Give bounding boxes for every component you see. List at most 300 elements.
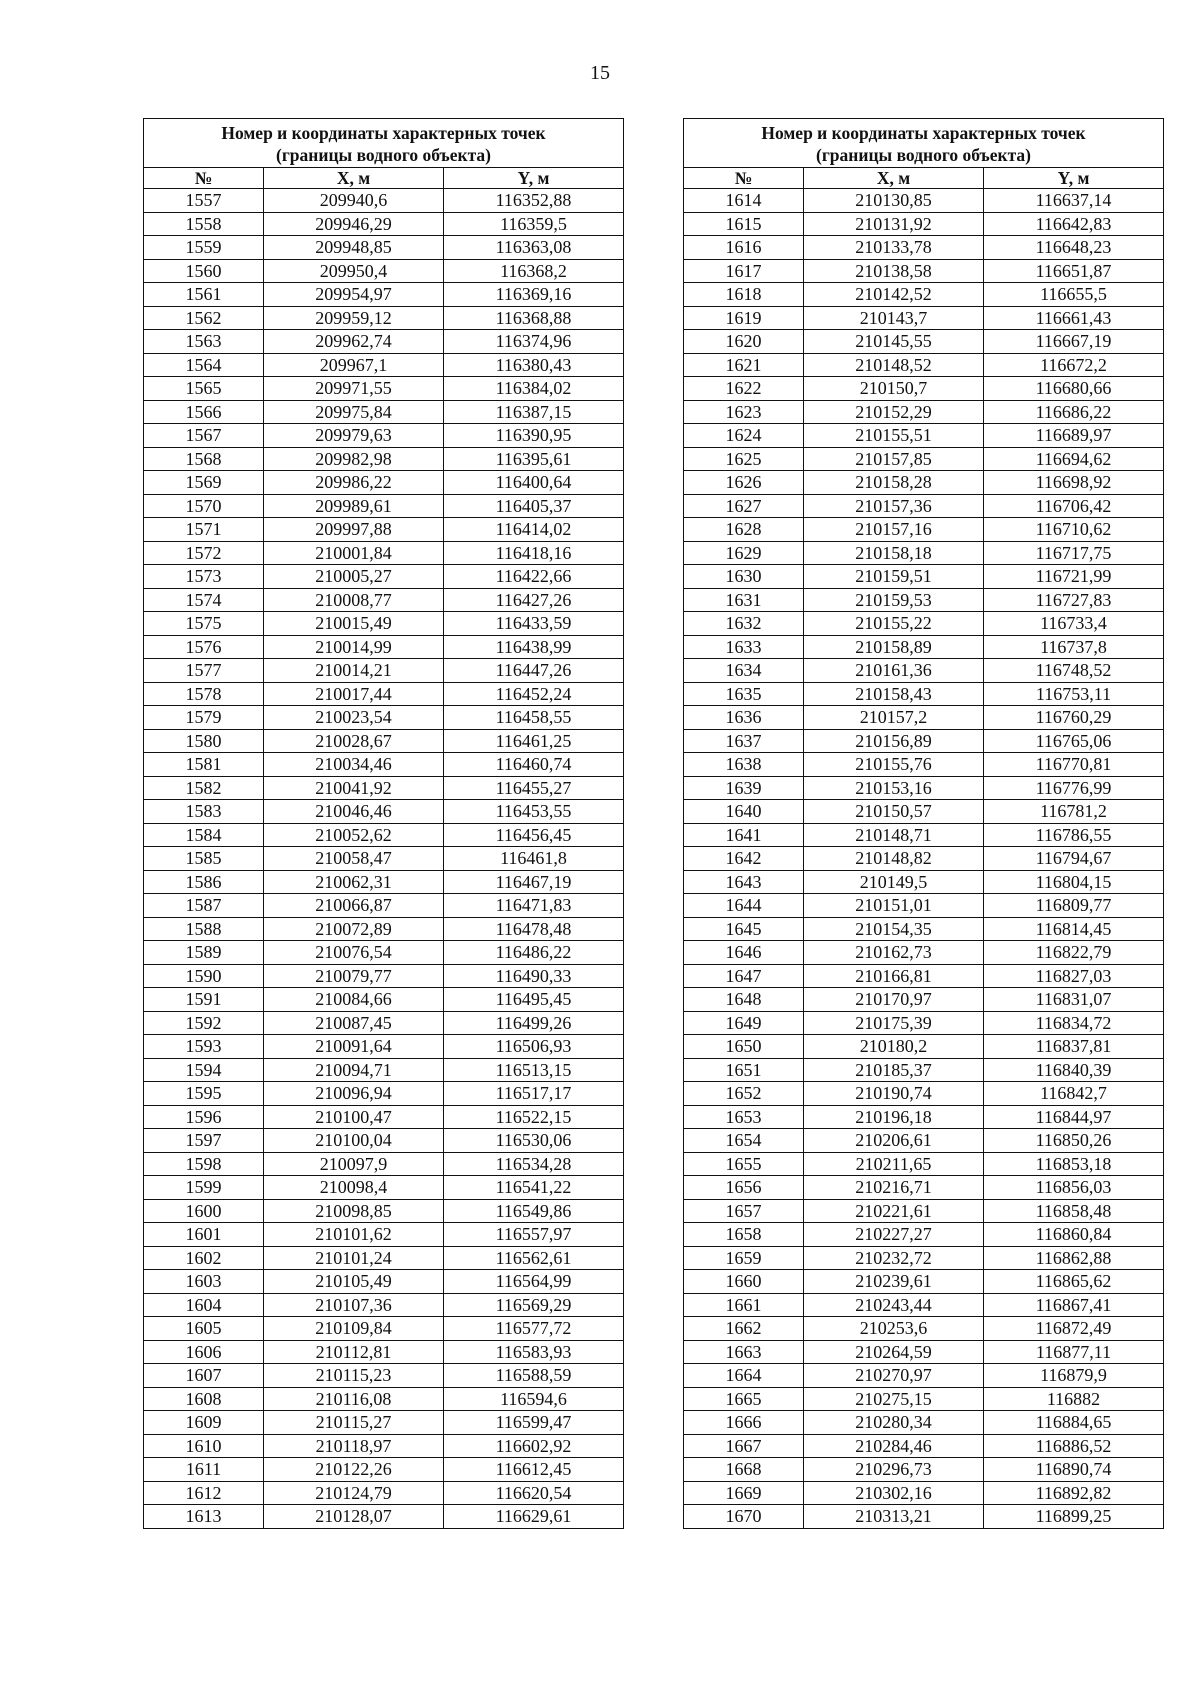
- table-row: [144, 659, 624, 683]
- y-coordinate-cell: 116458,55: [444, 706, 624, 730]
- point-number-cell: 1653: [684, 1105, 804, 1129]
- table-row: [684, 1246, 1164, 1270]
- table-row: [144, 283, 624, 307]
- y-coordinate-cell: 116831,07: [984, 988, 1164, 1012]
- table-row: [144, 776, 624, 800]
- point-number-cell: 1659: [684, 1246, 804, 1270]
- y-coordinate-cell: 116814,45: [984, 917, 1164, 941]
- table-row: [144, 541, 624, 565]
- point-number-cell: 1604: [144, 1293, 264, 1317]
- table-row: [684, 917, 1164, 941]
- x-coordinate-cell: 210166,81: [804, 964, 984, 988]
- table-row: [144, 588, 624, 612]
- y-coordinate-cell: 116569,29: [444, 1293, 624, 1317]
- point-number-cell: 1633: [684, 635, 804, 659]
- y-coordinate-cell: 116737,8: [984, 635, 1164, 659]
- y-coordinate-cell: 116490,33: [444, 964, 624, 988]
- table-row: [144, 1129, 624, 1153]
- table-row: [144, 400, 624, 424]
- x-coordinate-cell: 210052,62: [264, 823, 444, 847]
- table-row: [144, 988, 624, 1012]
- point-number-cell: 1650: [684, 1035, 804, 1059]
- table-row: [144, 917, 624, 941]
- y-coordinate-cell: 116717,75: [984, 541, 1164, 565]
- x-coordinate-cell: 209954,97: [264, 283, 444, 307]
- table-row: [684, 189, 1164, 213]
- x-coordinate-cell: 210284,46: [804, 1434, 984, 1458]
- y-coordinate-cell: 116438,99: [444, 635, 624, 659]
- y-coordinate-cell: 116853,18: [984, 1152, 1164, 1176]
- x-coordinate-cell: 210041,92: [264, 776, 444, 800]
- x-coordinate-cell: 210145,55: [804, 330, 984, 354]
- point-number-cell: 1652: [684, 1082, 804, 1106]
- table-row: [684, 682, 1164, 706]
- y-coordinate-cell: 116629,61: [444, 1505, 624, 1529]
- y-coordinate-cell: 116461,8: [444, 847, 624, 871]
- y-coordinate-cell: 116886,52: [984, 1434, 1164, 1458]
- y-coordinate-cell: 116557,97: [444, 1223, 624, 1247]
- point-number-cell: 1559: [144, 236, 264, 260]
- table-row: [144, 1481, 624, 1505]
- point-number-cell: 1575: [144, 612, 264, 636]
- table-row: [684, 259, 1164, 283]
- y-coordinate-cell: 116882: [984, 1387, 1164, 1411]
- point-number-cell: 1568: [144, 447, 264, 471]
- y-coordinate-cell: 116765,06: [984, 729, 1164, 753]
- table-row: [684, 753, 1164, 777]
- table-row: [144, 1105, 624, 1129]
- point-number-cell: 1662: [684, 1317, 804, 1341]
- table-row: [144, 447, 624, 471]
- point-number-cell: 1583: [144, 800, 264, 824]
- x-coordinate-cell: 210133,78: [804, 236, 984, 260]
- x-coordinate-cell: 210148,52: [804, 353, 984, 377]
- table-row: [684, 565, 1164, 589]
- point-number-cell: 1627: [684, 494, 804, 518]
- y-coordinate-cell: 116809,77: [984, 894, 1164, 918]
- x-coordinate-cell: 210105,49: [264, 1270, 444, 1294]
- y-coordinate-cell: 116471,83: [444, 894, 624, 918]
- table-title-line2: (границы водного объекта): [816, 145, 1031, 165]
- point-number-cell: 1660: [684, 1270, 804, 1294]
- table-row: [684, 447, 1164, 471]
- table-row: [684, 823, 1164, 847]
- x-coordinate-cell: 210275,15: [804, 1387, 984, 1411]
- point-number-cell: 1669: [684, 1481, 804, 1505]
- x-coordinate-cell: 210221,61: [804, 1199, 984, 1223]
- y-coordinate-cell: 116395,61: [444, 447, 624, 471]
- table-row: [684, 1458, 1164, 1482]
- point-number-cell: 1566: [144, 400, 264, 424]
- point-number-cell: 1569: [144, 471, 264, 495]
- y-coordinate-cell: 116390,95: [444, 424, 624, 448]
- point-number-cell: 1591: [144, 988, 264, 1012]
- table-row: [144, 494, 624, 518]
- x-coordinate-cell: 210264,59: [804, 1340, 984, 1364]
- point-number-cell: 1603: [144, 1270, 264, 1294]
- table-row: [684, 1481, 1164, 1505]
- point-number-cell: 1580: [144, 729, 264, 753]
- x-coordinate-cell: 210062,31: [264, 870, 444, 894]
- point-number-cell: 1670: [684, 1505, 804, 1529]
- x-coordinate-cell: 210101,24: [264, 1246, 444, 1270]
- table-row: [144, 471, 624, 495]
- y-coordinate-cell: 116748,52: [984, 659, 1164, 683]
- table-row: [684, 377, 1164, 401]
- x-coordinate-cell: 210138,58: [804, 259, 984, 283]
- y-coordinate-cell: 116549,86: [444, 1199, 624, 1223]
- table-row: [684, 588, 1164, 612]
- point-number-cell: 1602: [144, 1246, 264, 1270]
- y-coordinate-cell: 116588,59: [444, 1364, 624, 1388]
- x-coordinate-cell: 209982,98: [264, 447, 444, 471]
- x-coordinate-cell: 210296,73: [804, 1458, 984, 1482]
- y-coordinate-cell: 116513,15: [444, 1058, 624, 1082]
- y-coordinate-cell: 116422,66: [444, 565, 624, 589]
- x-coordinate-cell: 210087,45: [264, 1011, 444, 1035]
- table-row: [144, 424, 624, 448]
- table-row: [144, 1270, 624, 1294]
- column-header-x: X, м: [804, 168, 984, 189]
- table-row: [684, 1035, 1164, 1059]
- x-coordinate-cell: 210185,37: [804, 1058, 984, 1082]
- x-coordinate-cell: 209962,74: [264, 330, 444, 354]
- y-coordinate-cell: 116522,15: [444, 1105, 624, 1129]
- y-coordinate-cell: 116865,62: [984, 1270, 1164, 1294]
- point-number-cell: 1594: [144, 1058, 264, 1082]
- table-row: [144, 1223, 624, 1247]
- x-coordinate-cell: 209971,55: [264, 377, 444, 401]
- x-coordinate-cell: 210128,07: [264, 1505, 444, 1529]
- y-coordinate-cell: 116517,17: [444, 1082, 624, 1106]
- point-number-cell: 1661: [684, 1293, 804, 1317]
- point-number-cell: 1560: [144, 259, 264, 283]
- table-row: [144, 800, 624, 824]
- table-body: [684, 189, 1164, 1529]
- x-coordinate-cell: 210101,62: [264, 1223, 444, 1247]
- y-coordinate-cell: 116672,2: [984, 353, 1164, 377]
- x-coordinate-cell: 210158,43: [804, 682, 984, 706]
- y-coordinate-cell: 116577,72: [444, 1317, 624, 1341]
- x-coordinate-cell: 210148,71: [804, 823, 984, 847]
- table-row: [144, 729, 624, 753]
- point-number-cell: 1618: [684, 283, 804, 307]
- point-number-cell: 1609: [144, 1411, 264, 1435]
- y-coordinate-cell: 116447,26: [444, 659, 624, 683]
- point-number-cell: 1564: [144, 353, 264, 377]
- point-number-cell: 1621: [684, 353, 804, 377]
- point-number-cell: 1557: [144, 189, 264, 213]
- y-coordinate-cell: 116856,03: [984, 1176, 1164, 1200]
- table-row: [684, 800, 1164, 824]
- table-row: [144, 753, 624, 777]
- table-row: [684, 1011, 1164, 1035]
- table-row: [684, 964, 1164, 988]
- x-coordinate-cell: 210157,85: [804, 447, 984, 471]
- x-coordinate-cell: 210028,67: [264, 729, 444, 753]
- y-coordinate-cell: 116648,23: [984, 236, 1164, 260]
- point-number-cell: 1620: [684, 330, 804, 354]
- y-coordinate-cell: 116405,37: [444, 494, 624, 518]
- table-row: [684, 1505, 1164, 1529]
- y-coordinate-cell: 116686,22: [984, 400, 1164, 424]
- table-row: [144, 189, 624, 213]
- point-number-cell: 1635: [684, 682, 804, 706]
- table-row: [684, 1199, 1164, 1223]
- point-number-cell: 1663: [684, 1340, 804, 1364]
- table-row: [144, 353, 624, 377]
- x-coordinate-cell: 210155,22: [804, 612, 984, 636]
- x-coordinate-cell: 210156,89: [804, 729, 984, 753]
- y-coordinate-cell: 116418,16: [444, 541, 624, 565]
- point-number-cell: 1610: [144, 1434, 264, 1458]
- table-row: [144, 894, 624, 918]
- y-coordinate-cell: 116599,47: [444, 1411, 624, 1435]
- y-coordinate-cell: 116387,15: [444, 400, 624, 424]
- column-header-number: №: [684, 168, 804, 189]
- table-row: [684, 659, 1164, 683]
- y-coordinate-cell: 116840,39: [984, 1058, 1164, 1082]
- table-row: [144, 377, 624, 401]
- x-coordinate-cell: 210313,21: [804, 1505, 984, 1529]
- x-coordinate-cell: 209979,63: [264, 424, 444, 448]
- y-coordinate-cell: 116452,24: [444, 682, 624, 706]
- x-coordinate-cell: 210115,23: [264, 1364, 444, 1388]
- x-coordinate-cell: 210142,52: [804, 283, 984, 307]
- y-coordinate-cell: 116899,25: [984, 1505, 1164, 1529]
- table-row: [144, 1293, 624, 1317]
- x-coordinate-cell: 209997,88: [264, 518, 444, 542]
- point-number-cell: 1599: [144, 1176, 264, 1200]
- y-coordinate-cell: 116506,93: [444, 1035, 624, 1059]
- point-number-cell: 1642: [684, 847, 804, 871]
- point-number-cell: 1611: [144, 1458, 264, 1482]
- point-number-cell: 1608: [144, 1387, 264, 1411]
- table-title-line1: Номер и координаты характерных точек: [761, 123, 1086, 143]
- point-number-cell: 1656: [684, 1176, 804, 1200]
- point-number-cell: 1578: [144, 682, 264, 706]
- y-coordinate-cell: 116453,55: [444, 800, 624, 824]
- point-number-cell: 1664: [684, 1364, 804, 1388]
- point-number-cell: 1641: [684, 823, 804, 847]
- point-number-cell: 1630: [684, 565, 804, 589]
- point-number-cell: 1655: [684, 1152, 804, 1176]
- y-coordinate-cell: 116770,81: [984, 753, 1164, 777]
- x-coordinate-cell: 210130,85: [804, 189, 984, 213]
- table-row: [144, 964, 624, 988]
- point-number-cell: 1668: [684, 1458, 804, 1482]
- y-coordinate-cell: 116727,83: [984, 588, 1164, 612]
- point-number-cell: 1636: [684, 706, 804, 730]
- y-coordinate-cell: 116612,45: [444, 1458, 624, 1482]
- y-coordinate-cell: 116850,26: [984, 1129, 1164, 1153]
- x-coordinate-cell: 209950,4: [264, 259, 444, 283]
- table-row: [684, 1105, 1164, 1129]
- y-coordinate-cell: 116583,93: [444, 1340, 624, 1364]
- y-coordinate-cell: 116374,96: [444, 330, 624, 354]
- point-number-cell: 1629: [684, 541, 804, 565]
- x-coordinate-cell: 210100,04: [264, 1129, 444, 1153]
- point-number-cell: 1592: [144, 1011, 264, 1035]
- point-number-cell: 1573: [144, 565, 264, 589]
- x-coordinate-cell: 210014,21: [264, 659, 444, 683]
- y-coordinate-cell: 116862,88: [984, 1246, 1164, 1270]
- y-coordinate-cell: 116689,97: [984, 424, 1164, 448]
- table-row: [144, 1387, 624, 1411]
- y-coordinate-cell: 116667,19: [984, 330, 1164, 354]
- table-row: [684, 894, 1164, 918]
- point-number-cell: 1570: [144, 494, 264, 518]
- y-coordinate-cell: 116651,87: [984, 259, 1164, 283]
- point-number-cell: 1558: [144, 212, 264, 236]
- x-coordinate-cell: 209959,12: [264, 306, 444, 330]
- y-coordinate-cell: 116486,22: [444, 941, 624, 965]
- x-coordinate-cell: 210066,87: [264, 894, 444, 918]
- point-number-cell: 1643: [684, 870, 804, 894]
- x-coordinate-cell: 209948,85: [264, 236, 444, 260]
- table-row: [144, 870, 624, 894]
- y-coordinate-cell: 116620,54: [444, 1481, 624, 1505]
- table-row: [684, 941, 1164, 965]
- x-coordinate-cell: 210034,46: [264, 753, 444, 777]
- point-number-cell: 1654: [684, 1129, 804, 1153]
- column-header-x: X, м: [264, 168, 444, 189]
- point-number-cell: 1601: [144, 1223, 264, 1247]
- point-number-cell: 1649: [684, 1011, 804, 1035]
- table-row: [144, 330, 624, 354]
- y-coordinate-cell: 116698,92: [984, 471, 1164, 495]
- point-number-cell: 1605: [144, 1317, 264, 1341]
- x-coordinate-cell: 210159,51: [804, 565, 984, 589]
- x-coordinate-cell: 210158,89: [804, 635, 984, 659]
- point-number-cell: 1637: [684, 729, 804, 753]
- point-number-cell: 1666: [684, 1411, 804, 1435]
- table-row: [684, 776, 1164, 800]
- table-row: [684, 635, 1164, 659]
- point-number-cell: 1612: [144, 1481, 264, 1505]
- y-coordinate-cell: 116455,27: [444, 776, 624, 800]
- point-number-cell: 1574: [144, 588, 264, 612]
- point-number-cell: 1584: [144, 823, 264, 847]
- y-coordinate-cell: 116637,14: [984, 189, 1164, 213]
- x-coordinate-cell: 210109,84: [264, 1317, 444, 1341]
- y-coordinate-cell: 116794,67: [984, 847, 1164, 871]
- x-coordinate-cell: 210211,65: [804, 1152, 984, 1176]
- y-coordinate-cell: 116872,49: [984, 1317, 1164, 1341]
- table-row: [144, 1458, 624, 1482]
- point-number-cell: 1562: [144, 306, 264, 330]
- table-row: [144, 941, 624, 965]
- column-header-y: Y, м: [444, 168, 624, 189]
- point-number-cell: 1622: [684, 377, 804, 401]
- table-row: [684, 870, 1164, 894]
- point-number-cell: 1634: [684, 659, 804, 683]
- column-header-number: №: [144, 168, 264, 189]
- y-coordinate-cell: 116427,26: [444, 588, 624, 612]
- table-row: [684, 541, 1164, 565]
- y-coordinate-cell: 116877,11: [984, 1340, 1164, 1364]
- y-coordinate-cell: 116781,2: [984, 800, 1164, 824]
- point-number-cell: 1667: [684, 1434, 804, 1458]
- point-number-cell: 1665: [684, 1387, 804, 1411]
- x-coordinate-cell: 210206,61: [804, 1129, 984, 1153]
- table-row: [144, 518, 624, 542]
- table-row: [144, 1246, 624, 1270]
- point-number-cell: 1576: [144, 635, 264, 659]
- y-coordinate-cell: 116530,06: [444, 1129, 624, 1153]
- point-number-cell: 1567: [144, 424, 264, 448]
- x-coordinate-cell: 209940,6: [264, 189, 444, 213]
- table-row: [684, 1317, 1164, 1341]
- x-coordinate-cell: 210158,28: [804, 471, 984, 495]
- table-row: [144, 1176, 624, 1200]
- coordinates-table-right: [683, 118, 1164, 1529]
- table-row: [684, 353, 1164, 377]
- y-coordinate-cell: 116884,65: [984, 1411, 1164, 1435]
- y-coordinate-cell: 116776,99: [984, 776, 1164, 800]
- y-coordinate-cell: 116642,83: [984, 212, 1164, 236]
- table-row: [684, 1129, 1164, 1153]
- table-row: [144, 212, 624, 236]
- point-number-cell: 1587: [144, 894, 264, 918]
- point-number-cell: 1624: [684, 424, 804, 448]
- point-number-cell: 1563: [144, 330, 264, 354]
- x-coordinate-cell: 210150,57: [804, 800, 984, 824]
- table-body: [144, 189, 624, 1529]
- x-coordinate-cell: 210014,99: [264, 635, 444, 659]
- table-row: [684, 612, 1164, 636]
- x-coordinate-cell: 210143,7: [804, 306, 984, 330]
- x-coordinate-cell: 210175,39: [804, 1011, 984, 1035]
- y-coordinate-cell: 116842,7: [984, 1082, 1164, 1106]
- y-coordinate-cell: 116858,48: [984, 1199, 1164, 1223]
- x-coordinate-cell: 210190,74: [804, 1082, 984, 1106]
- point-number-cell: 1645: [684, 917, 804, 941]
- x-coordinate-cell: 210159,53: [804, 588, 984, 612]
- y-coordinate-cell: 116400,64: [444, 471, 624, 495]
- point-number-cell: 1658: [684, 1223, 804, 1247]
- y-coordinate-cell: 116594,6: [444, 1387, 624, 1411]
- x-coordinate-cell: 210150,7: [804, 377, 984, 401]
- x-coordinate-cell: 210216,71: [804, 1176, 984, 1200]
- point-number-cell: 1625: [684, 447, 804, 471]
- x-coordinate-cell: 210280,34: [804, 1411, 984, 1435]
- table-row: [144, 236, 624, 260]
- y-coordinate-cell: 116369,16: [444, 283, 624, 307]
- table-row: [144, 306, 624, 330]
- table-row: [684, 283, 1164, 307]
- point-number-cell: 1651: [684, 1058, 804, 1082]
- table-title-line1: Номер и координаты характерных точек: [221, 123, 546, 143]
- y-coordinate-cell: 116368,2: [444, 259, 624, 283]
- y-coordinate-cell: 116760,29: [984, 706, 1164, 730]
- y-coordinate-cell: 116359,5: [444, 212, 624, 236]
- point-number-cell: 1572: [144, 541, 264, 565]
- point-number-cell: 1632: [684, 612, 804, 636]
- table-row: [684, 212, 1164, 236]
- x-coordinate-cell: 210148,82: [804, 847, 984, 871]
- x-coordinate-cell: 210100,47: [264, 1105, 444, 1129]
- x-coordinate-cell: 210131,92: [804, 212, 984, 236]
- table-row: [144, 1058, 624, 1082]
- point-number-cell: 1614: [684, 189, 804, 213]
- table-row: [144, 259, 624, 283]
- x-coordinate-cell: 210008,77: [264, 588, 444, 612]
- y-coordinate-cell: 116879,9: [984, 1364, 1164, 1388]
- x-coordinate-cell: 210076,54: [264, 941, 444, 965]
- point-number-cell: 1616: [684, 236, 804, 260]
- point-number-cell: 1590: [144, 964, 264, 988]
